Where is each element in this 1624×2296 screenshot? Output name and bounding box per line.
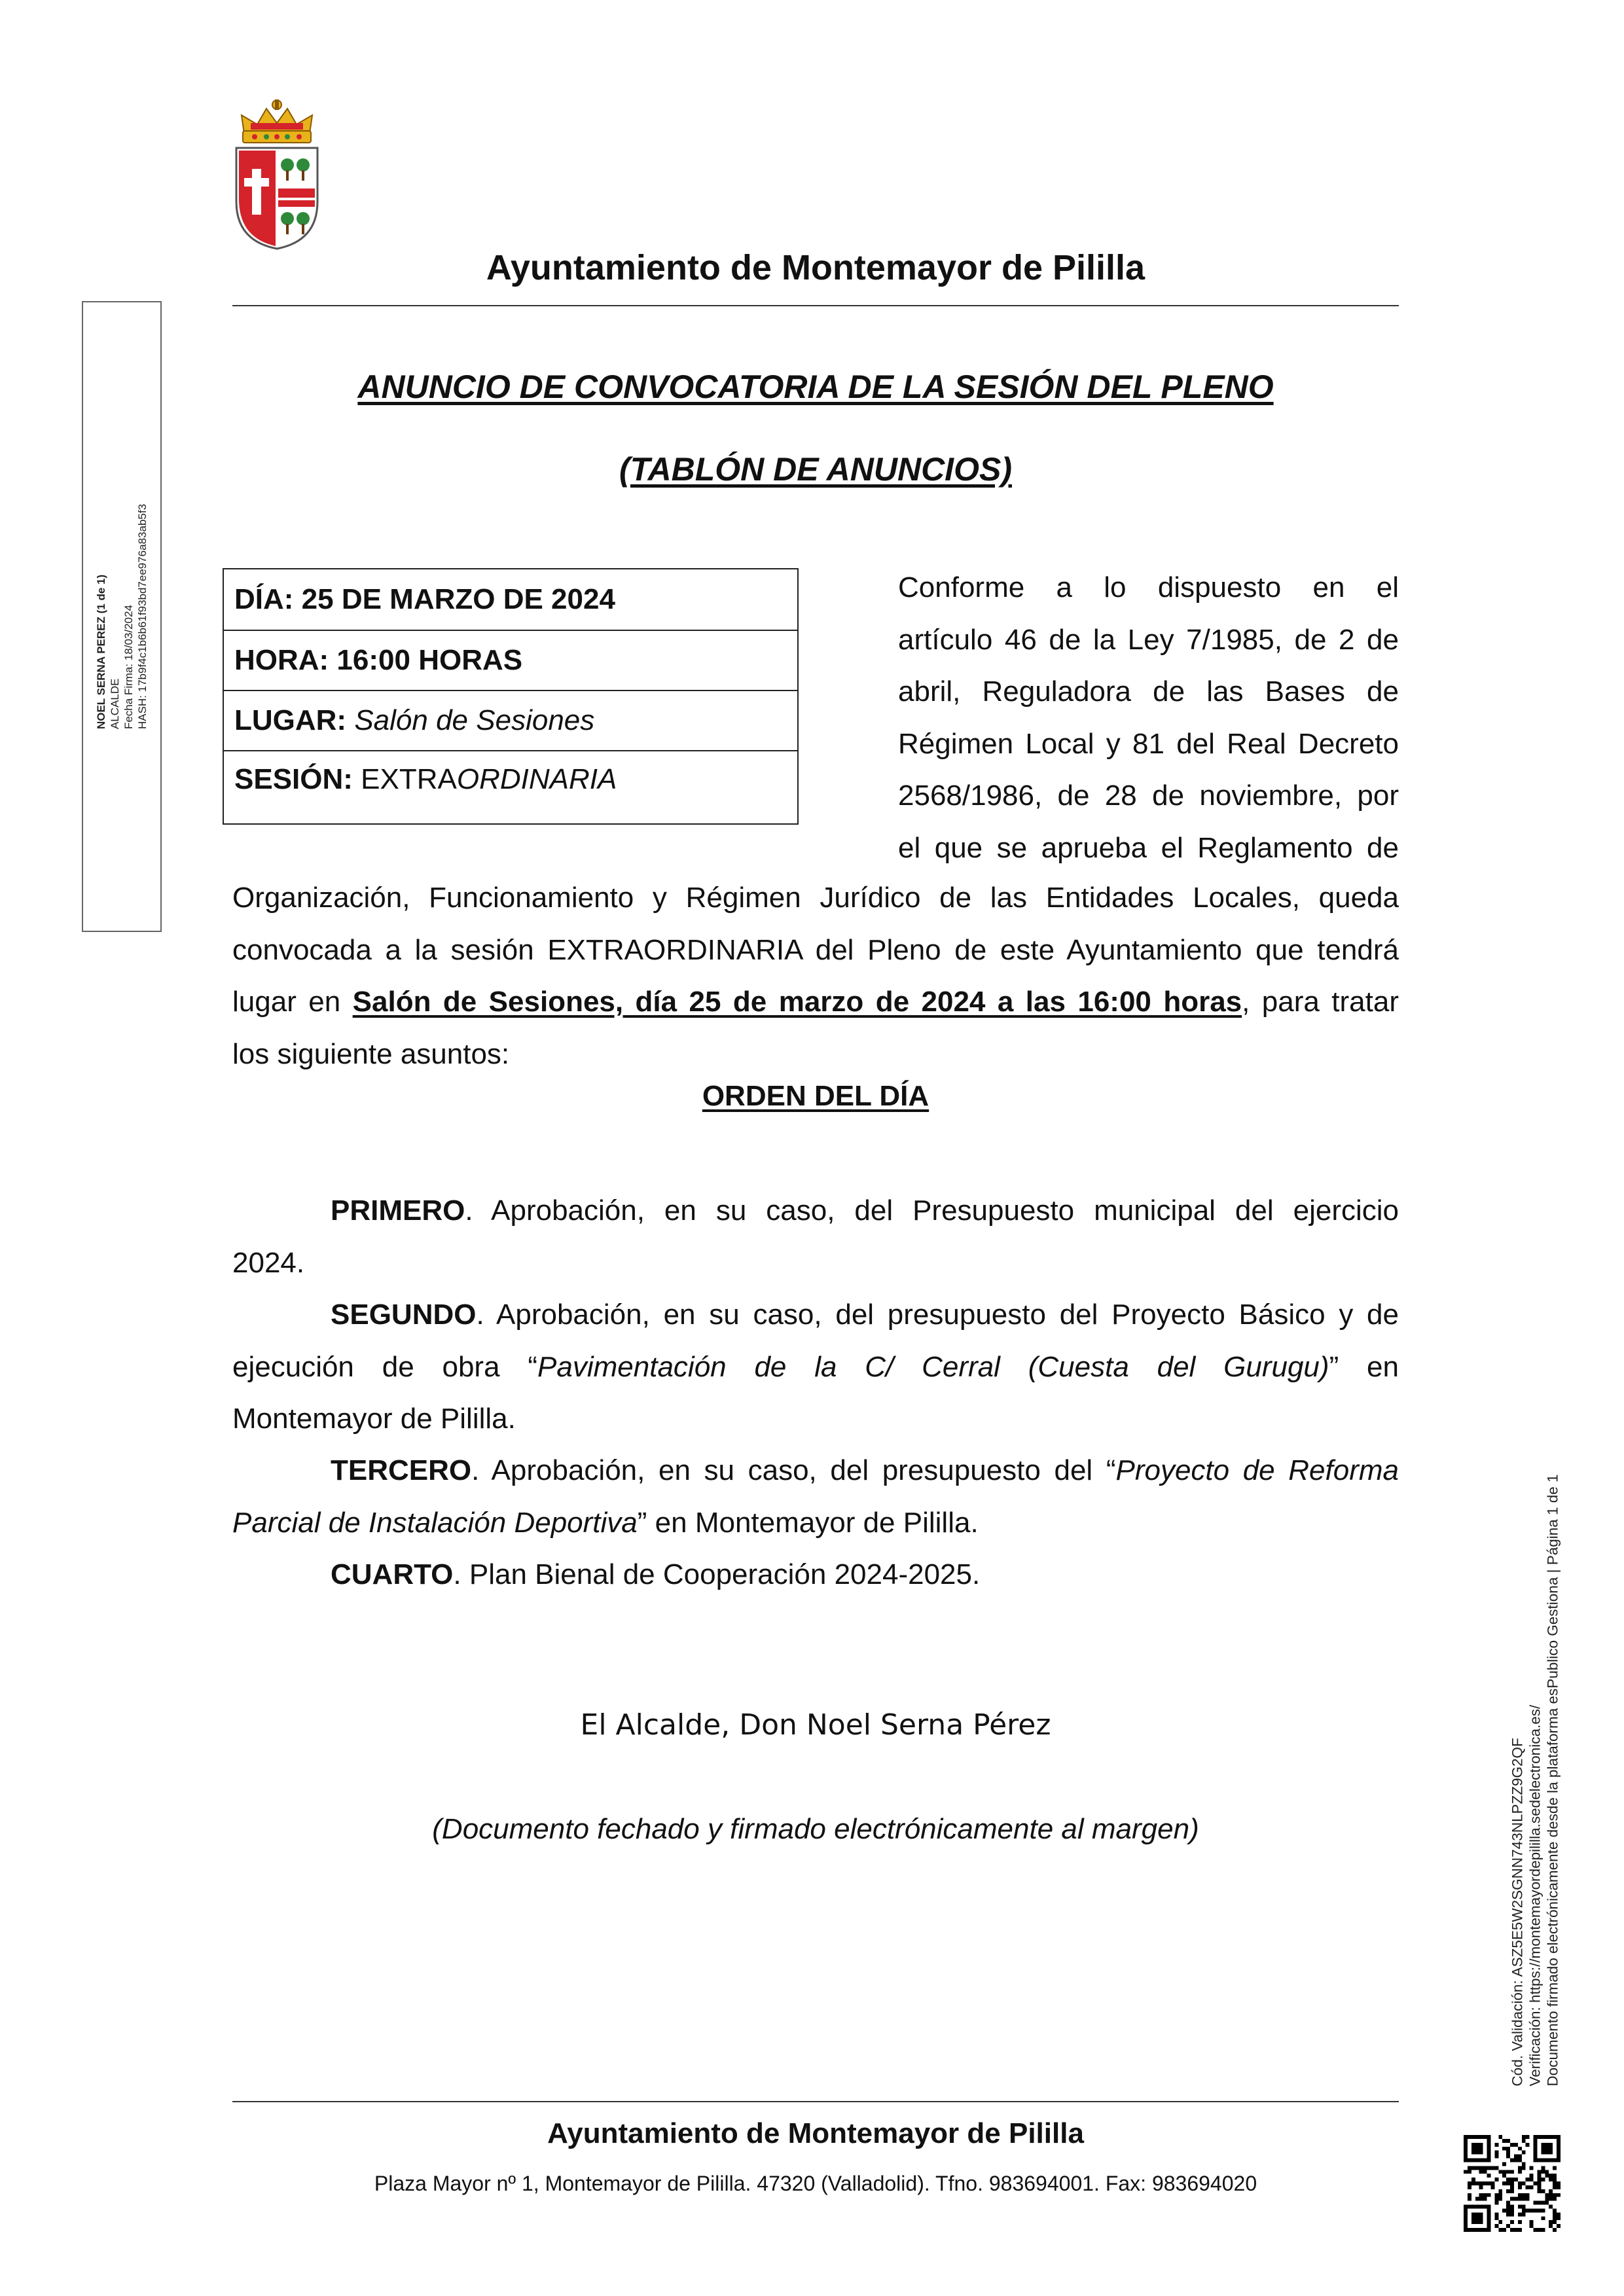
item-text: ” en Montemayor de Pililla. xyxy=(637,1506,979,1539)
agenda-item-primero xyxy=(232,1185,1399,1289)
signer-role: ALCALDE xyxy=(109,678,121,730)
validation-info xyxy=(1502,1433,1568,2127)
platform-note: Documento firmado electrónicamente desde la plataforma esPublico Gestiona | Página 1 de 1 xyxy=(1544,1474,1561,2087)
signature-note: (Documento fechado y firmado electrónicamente al margen) xyxy=(432,1813,1199,1845)
text-line: abril, Reguladora de las Bases de xyxy=(898,675,1399,708)
agenda-item-segundo xyxy=(232,1289,1399,1445)
intro-side-paragraph xyxy=(898,562,1399,874)
intro-full-paragraph xyxy=(232,872,1399,1080)
info-session-value-a: EXTRA xyxy=(361,763,457,795)
info-place-label: LUGAR: xyxy=(234,704,347,736)
text-line xyxy=(232,1341,1399,1393)
text-line: convocada a la sesión EXTRAORDINARIA del Pleno de este Ayuntamiento que tendrá xyxy=(232,933,1399,966)
info-session xyxy=(223,751,798,824)
item-text: . Aprobación, en su caso, del Presupuesto municipal del ejercicio xyxy=(465,1194,1399,1227)
qr-code-icon xyxy=(1464,2135,1561,2232)
project-name: Pavimentación de la C/ Cerral (Cuesta del Gurugu) xyxy=(537,1350,1329,1383)
text-line xyxy=(232,976,1399,1028)
text-line: los siguiente asuntos: xyxy=(232,1037,510,1070)
info-place xyxy=(223,691,798,751)
session-info-table xyxy=(223,568,799,825)
item-text: ” en xyxy=(1329,1350,1399,1383)
item-text: . Aprobación, en su caso, del presupuesto del “ xyxy=(471,1454,1116,1486)
verification-url: Verificación: https://montemayordepililla.sedelectronica.es/ xyxy=(1526,1704,1543,2087)
agenda-item-tercero xyxy=(232,1444,1399,1549)
text-line xyxy=(232,1185,1399,1237)
document-heading: ANUNCIO DE CONVOCATORIA DE LA SESIÓN DEL PLENO xyxy=(357,368,1274,405)
session-place-date-highlight: Salón de Sesiones, día 25 de marzo de 2024 a las 16:00 horas xyxy=(352,986,1242,1018)
footer-title: Ayuntamiento de Montemayor de Pililla xyxy=(547,2117,1084,2149)
text-line xyxy=(232,1444,1399,1497)
text-fragment: , para tratar xyxy=(1242,986,1399,1018)
text-line: artículo 46 de la Ley 7/1985, de 2 de xyxy=(898,623,1399,656)
info-session-value-b: ORDINARIA xyxy=(456,763,617,795)
text-line xyxy=(232,1289,1399,1341)
item-label: SEGUNDO xyxy=(331,1299,477,1331)
text-line xyxy=(232,1497,1399,1549)
item-label: PRIMERO xyxy=(331,1194,465,1227)
signature-line: El Alcalde, Don Noel Serna Pérez xyxy=(580,1708,1051,1742)
signature-hash: HASH: 17b9f4c1b6b61f93bd7ee976a83ab5f3 xyxy=(136,503,149,730)
item-text: ejecución de obra “ xyxy=(232,1350,538,1383)
item-text: . Aprobación, en su caso, del presupuesto del Proyecto Básico y de xyxy=(476,1299,1399,1331)
info-place-value: Salón de Sesiones xyxy=(354,704,595,736)
item-label: TERCERO xyxy=(331,1454,472,1486)
text-line: 2568/1986, de 28 de noviembre, por xyxy=(898,780,1399,812)
text-line: el que se aprueba el Reglamento de xyxy=(898,831,1399,864)
table-row xyxy=(223,691,798,751)
info-session-label: SESIÓN: xyxy=(234,763,353,795)
text-line: Montemayor de Pililla. xyxy=(232,1403,516,1435)
table-row xyxy=(223,569,798,630)
footer-divider xyxy=(232,2101,1399,2102)
agenda-title: ORDEN DEL DÍA xyxy=(702,1080,929,1112)
coat-of-arms-logo xyxy=(232,97,321,251)
info-time: HORA: 16:00 HORAS xyxy=(223,630,798,691)
text-line: Conforme a lo dispuesto en el xyxy=(898,571,1399,603)
project-name: Proyecto de Reforma xyxy=(1115,1454,1399,1486)
text-line xyxy=(232,1549,1399,1601)
validation-code: Cód. Validación: ASZ5E5W2SGNN743NLPZZ9G2QF xyxy=(1509,1738,1526,2087)
shield-icon xyxy=(236,148,317,249)
signer-name: NOEL SERNA PEREZ (1 de 1) xyxy=(95,574,107,730)
info-date: DÍA: 25 DE MARZO DE 2024 xyxy=(223,569,798,630)
text-line: 2024. xyxy=(232,1246,305,1279)
agenda-item-cuarto xyxy=(232,1549,1399,1601)
text-line: Organización, Funcionamiento y Régimen Jurídico de las Entidades Locales, queda xyxy=(232,882,1399,914)
document-subheading: (TABLÓN DE ANUNCIOS) xyxy=(619,451,1012,488)
signature-date: Fecha Firma: 18/03/2024 xyxy=(122,605,135,730)
item-text: . Plan Bienal de Cooperación 2024-2025. xyxy=(453,1558,981,1590)
item-label: CUARTO xyxy=(331,1558,454,1590)
header-title: Ayuntamiento de Montemayor de Pililla xyxy=(486,248,1146,287)
table-row xyxy=(223,630,798,691)
project-name: Parcial de Instalación Deportiva xyxy=(232,1506,638,1539)
table-row xyxy=(223,751,798,824)
header-divider xyxy=(232,305,1399,306)
text-fragment: lugar en xyxy=(232,986,353,1018)
signature-stamp-box xyxy=(82,301,162,932)
crown-icon xyxy=(242,99,312,143)
text-line: Régimen Local y 81 del Real Decreto xyxy=(898,727,1399,760)
footer-address: Plaza Mayor nº 1, Montemayor de Pililla. 47320 (Valladolid). Tfno. 983694001. Fax: 983694020 xyxy=(374,2172,1257,2195)
